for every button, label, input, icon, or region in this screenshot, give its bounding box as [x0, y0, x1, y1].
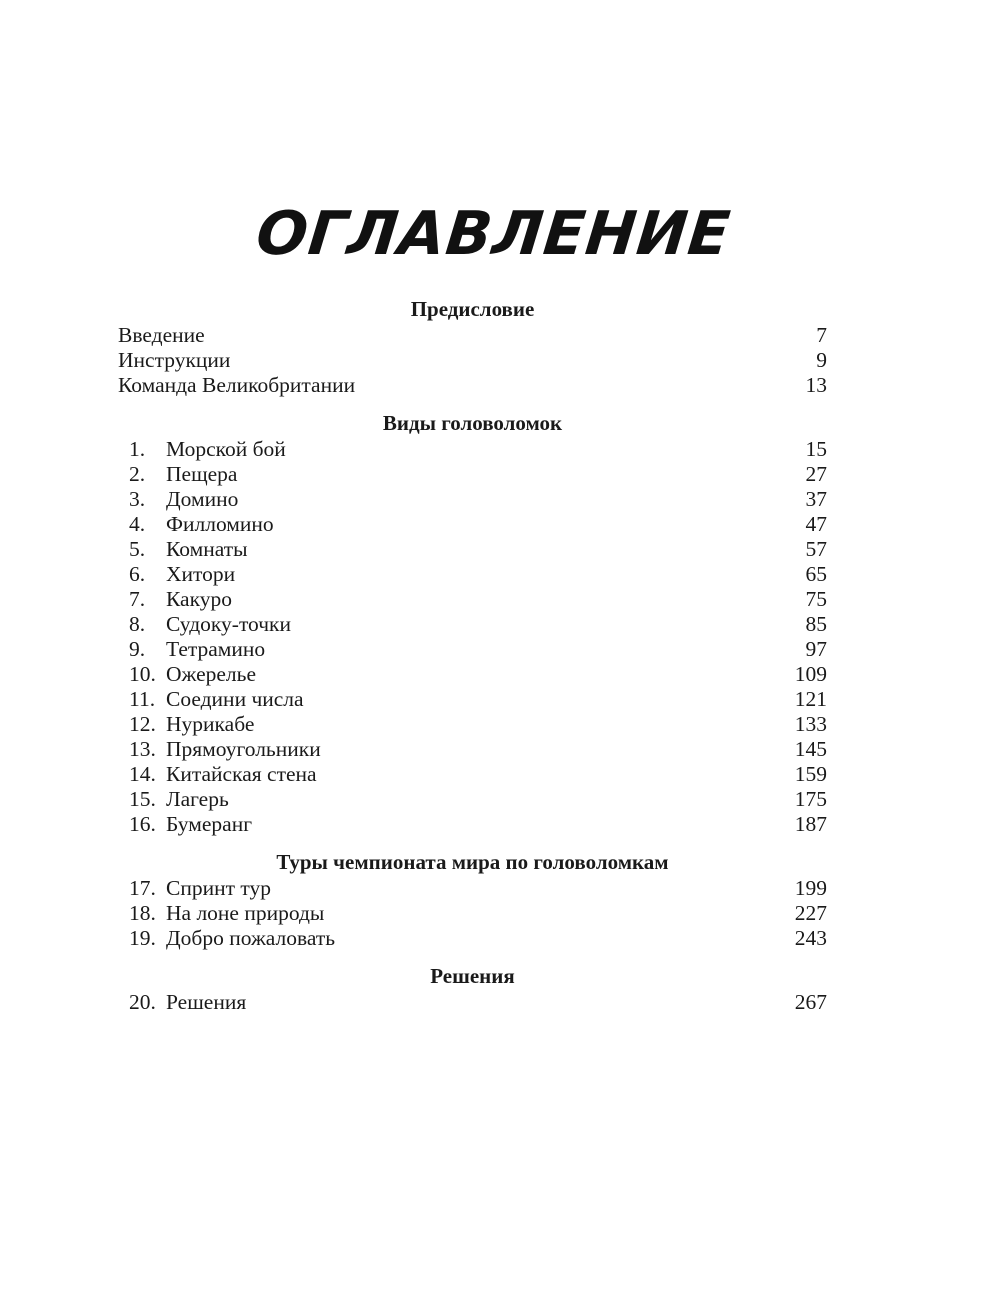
entry-number: 5.	[129, 537, 146, 561]
entry-number: 7.	[129, 587, 146, 611]
entry-number: 17.	[129, 876, 156, 900]
entry-title: Домино	[166, 487, 239, 511]
entry-page-number: 57	[805, 537, 827, 561]
toc-entry[interactable]	[118, 787, 827, 812]
entry-title: Нурикабе	[166, 712, 255, 736]
entry-title: Команда Великобритании	[118, 373, 356, 397]
entry-page-number: 65	[805, 562, 827, 586]
entry-page-number: 15	[805, 437, 827, 461]
entry-number: 4.	[129, 512, 146, 536]
entry-title: Лагерь	[166, 787, 229, 811]
entry-title: Судоку-точки	[166, 612, 292, 636]
entry-number: 14.	[129, 762, 156, 786]
toc-entry[interactable]	[118, 512, 827, 537]
entry-page-number: 175	[794, 787, 827, 811]
entry-page-number: 97	[805, 637, 827, 661]
toc-entry[interactable]	[118, 348, 827, 373]
entry-title: Добро пожаловать	[166, 926, 336, 950]
entry-number: 12.	[129, 712, 156, 736]
section-heading: Туры чемпионата мира по головоломкам	[276, 850, 669, 874]
toc-entry[interactable]	[118, 462, 827, 487]
toc-entry[interactable]	[118, 687, 827, 712]
entry-number: 15.	[129, 787, 156, 811]
toc-entry[interactable]	[118, 901, 827, 926]
toc-entry[interactable]	[118, 812, 827, 837]
entry-number: 19.	[129, 926, 156, 950]
entry-number: 1.	[129, 437, 146, 461]
entry-title: Ожерелье	[166, 662, 257, 686]
toc-entry[interactable]	[118, 637, 827, 662]
toc-entry[interactable]	[118, 926, 827, 951]
entry-page-number: 47	[805, 512, 827, 536]
entry-title: Пещера	[166, 462, 238, 486]
entry-number: 8.	[129, 612, 146, 636]
entry-number: 2.	[129, 462, 146, 486]
entry-page-number: 109	[794, 662, 827, 686]
toc-entry[interactable]	[118, 437, 827, 462]
toc-entry[interactable]	[118, 587, 827, 612]
page-title: ОГЛАВЛЕНИЕ	[253, 199, 734, 269]
toc-entry[interactable]	[118, 662, 827, 687]
entry-page-number: 243	[794, 926, 827, 950]
entry-title: Спринт тур	[166, 876, 271, 900]
entry-page-number: 9	[816, 348, 827, 372]
entry-title: Бумеранг	[166, 812, 253, 836]
entry-title: Хитори	[166, 562, 236, 586]
entry-page-number: 75	[805, 587, 827, 611]
entry-title: На лоне природы	[166, 901, 325, 925]
toc-entry[interactable]	[118, 373, 827, 398]
entry-page-number: 187	[794, 812, 827, 836]
toc-entry[interactable]	[118, 562, 827, 587]
entry-number: 9.	[129, 637, 146, 661]
entry-number: 16.	[129, 812, 156, 836]
section-heading: Предисловие	[410, 297, 535, 321]
entry-number: 10.	[129, 662, 156, 686]
toc-entry[interactable]	[118, 487, 827, 512]
entry-title: Введение	[118, 323, 205, 347]
entry-title: Морской бой	[166, 437, 286, 461]
toc-entry[interactable]	[118, 990, 827, 1015]
entry-title: Тетрамино	[166, 637, 266, 661]
entry-number: 3.	[129, 487, 146, 511]
entry-page-number: 199	[794, 876, 827, 900]
toc-entry[interactable]	[118, 876, 827, 901]
toc-entry[interactable]	[118, 737, 827, 762]
toc-entry[interactable]	[118, 762, 827, 787]
toc-entry[interactable]	[118, 537, 827, 562]
entry-page-number: 85	[805, 612, 827, 636]
toc-entry[interactable]	[118, 712, 827, 737]
entry-page-number: 37	[805, 487, 827, 511]
entry-number: 20.	[129, 990, 156, 1014]
table-of-contents	[118, 296, 827, 1015]
entry-page-number: 13	[805, 373, 827, 397]
entry-page-number: 121	[794, 687, 827, 711]
entry-title: Прямоугольники	[166, 737, 321, 761]
section-heading: Решения	[430, 964, 515, 988]
entry-page-number: 27	[805, 462, 827, 486]
entry-number: 13.	[129, 737, 156, 761]
entry-title: Инструкции	[118, 348, 231, 372]
toc-entry[interactable]	[118, 612, 827, 637]
entry-page-number: 159	[794, 762, 827, 786]
entry-number: 18.	[129, 901, 156, 925]
entry-title: Соедини числа	[166, 687, 304, 711]
entry-page-number: 145	[794, 737, 827, 761]
entry-title: Какуро	[166, 587, 232, 611]
entry-page-number: 227	[794, 901, 827, 925]
entry-title: Филломино	[166, 512, 274, 536]
entry-number: 6.	[129, 562, 146, 586]
entry-page-number: 133	[794, 712, 827, 736]
entry-title: Решения	[166, 990, 247, 1014]
entry-page-number: 267	[794, 990, 827, 1014]
section-heading: Виды головоломок	[382, 411, 563, 435]
toc-entry[interactable]	[118, 323, 827, 348]
entry-number: 11.	[129, 687, 156, 711]
entry-title: Китайская стена	[166, 762, 317, 786]
entry-page-number: 7	[816, 323, 827, 347]
entry-title: Комнаты	[166, 537, 248, 561]
